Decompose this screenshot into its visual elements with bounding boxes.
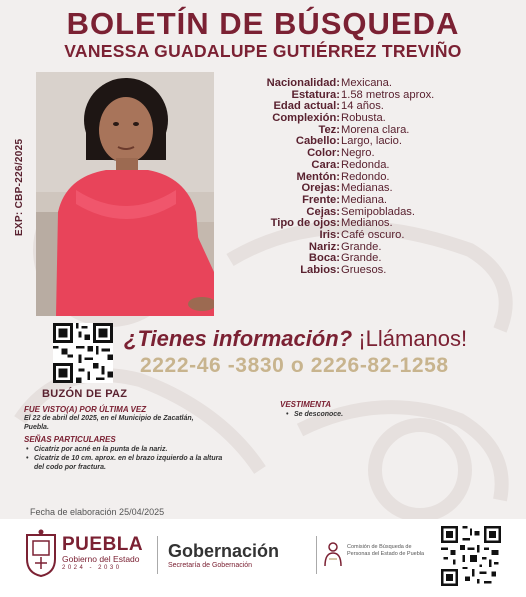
term-years: 2024 - 2030 <box>62 565 122 571</box>
physical-details <box>222 78 512 277</box>
last-seen-line1: El 22 de abril del 2025, en el Municipio de Zacatlán, <box>24 415 194 422</box>
qr-code-icon[interactable] <box>441 526 501 586</box>
detail-label: Orejas: <box>301 182 340 195</box>
detail-value: 1.58 metros aprox. <box>341 88 435 101</box>
puebla-logo <box>62 535 143 572</box>
info-prompt <box>124 326 467 352</box>
qr-code-icon[interactable] <box>53 323 113 383</box>
sign-item: • Cicatriz de 10 cm. aprox. en el brazo izquierdo a la altura <box>26 454 222 463</box>
detail-value: Largo, lacio. <box>341 135 402 148</box>
detail-value: Grande. <box>341 252 382 265</box>
detail-label: Color: <box>307 147 340 160</box>
detail-label: Edad actual: <box>273 100 340 113</box>
detail-label: Tipo de ojos: <box>270 217 340 230</box>
detail-label: Nariz: <box>308 240 340 253</box>
sign-item: • Cicatriz por acné en la punta de la nariz. <box>26 445 222 454</box>
secretaria-label: Secretaría de Gobernación <box>168 562 253 569</box>
puebla-name: PUEBLA <box>62 534 144 555</box>
detail-label: Tez: <box>318 123 340 136</box>
detail-label: Iris: <box>319 228 340 241</box>
detail-row <box>222 113 512 125</box>
detail-value: Grande. <box>341 240 382 253</box>
gobernacion-name: Gobernación <box>168 541 280 561</box>
buzon-de-paz-label: BUZÓN DE PAZ <box>42 388 128 400</box>
detail-value: Medianas. <box>341 182 393 195</box>
missing-person-name: VANESSA GUADALUPE GUTIÉRREZ TREVIÑO <box>64 41 462 61</box>
detail-label: Mentón: <box>296 170 340 183</box>
clothing-list <box>286 410 343 419</box>
detail-label: Cara: <box>311 158 340 171</box>
detail-value: Negro. <box>341 147 375 160</box>
detail-label: Cabello: <box>295 135 340 148</box>
detail-label: Complexión: <box>272 112 340 125</box>
clothing-item: • Se desconoce. <box>286 410 343 419</box>
elaboration-date: Fecha de elaboración 25/04/2025 <box>30 507 165 517</box>
detail-label: Estatura: <box>291 88 340 101</box>
footer-divider <box>157 536 158 574</box>
detail-row <box>222 78 512 90</box>
detail-row <box>222 265 512 277</box>
detail-value: Mexicana. <box>341 77 392 89</box>
sign-item-continued: del codo por fractura. <box>34 464 106 471</box>
last-seen-heading: FUE VISTO(A) POR ÚLTIMA VEZ <box>24 405 147 414</box>
detail-label: Cejas: <box>306 205 340 218</box>
call-us-label: ¡Llámanos! <box>358 326 468 351</box>
particular-signs-heading: SEÑAS PARTICULARES <box>24 435 116 444</box>
expediente-number: EXP: CBP-226/2025 <box>14 138 25 236</box>
detail-value: 14 años. <box>341 100 384 113</box>
phone-numbers[interactable]: 2222-46 -3830 o 2226-82-1258 <box>140 354 449 377</box>
detail-value: Redondo. <box>341 170 390 183</box>
detail-value: Mediana. <box>341 193 388 206</box>
detail-row <box>222 160 512 172</box>
detail-label: Boca: <box>308 252 340 265</box>
missing-person-photo <box>36 72 214 316</box>
detail-row <box>222 230 512 242</box>
detail-value: Redonda. <box>341 158 390 171</box>
detail-label: Labios: <box>300 264 340 276</box>
detail-value: Morena clara. <box>341 123 410 136</box>
detail-value: Gruesos. <box>341 264 387 276</box>
detail-label: Frente: <box>302 193 340 206</box>
comision-label: Comisión de Búsqueda de Personas del Estado de Puebla <box>347 544 425 557</box>
bulletin-title: BOLETÍN DE BÚSQUEDA <box>66 6 460 41</box>
clothing-heading: VESTIMENTA <box>280 400 331 409</box>
detail-value: Café oscuro. <box>341 228 405 241</box>
detail-value: Medianos. <box>341 217 393 230</box>
detail-row <box>222 195 512 207</box>
footer-divider <box>316 536 317 574</box>
puebla-seal-icon <box>24 529 58 577</box>
info-question: ¿Tienes información? <box>124 326 353 351</box>
particular-signs-list <box>26 445 222 463</box>
detail-value: Robusta. <box>341 112 386 125</box>
gobierno-label: Gobierno del Estado <box>62 554 140 564</box>
detail-value: Semipobladas. <box>341 205 416 218</box>
detail-label: Nacionalidad: <box>266 77 340 89</box>
last-seen-line2: Puebla. <box>24 424 49 431</box>
comision-logo-icon <box>322 541 344 567</box>
gobernacion-logo <box>168 541 279 570</box>
